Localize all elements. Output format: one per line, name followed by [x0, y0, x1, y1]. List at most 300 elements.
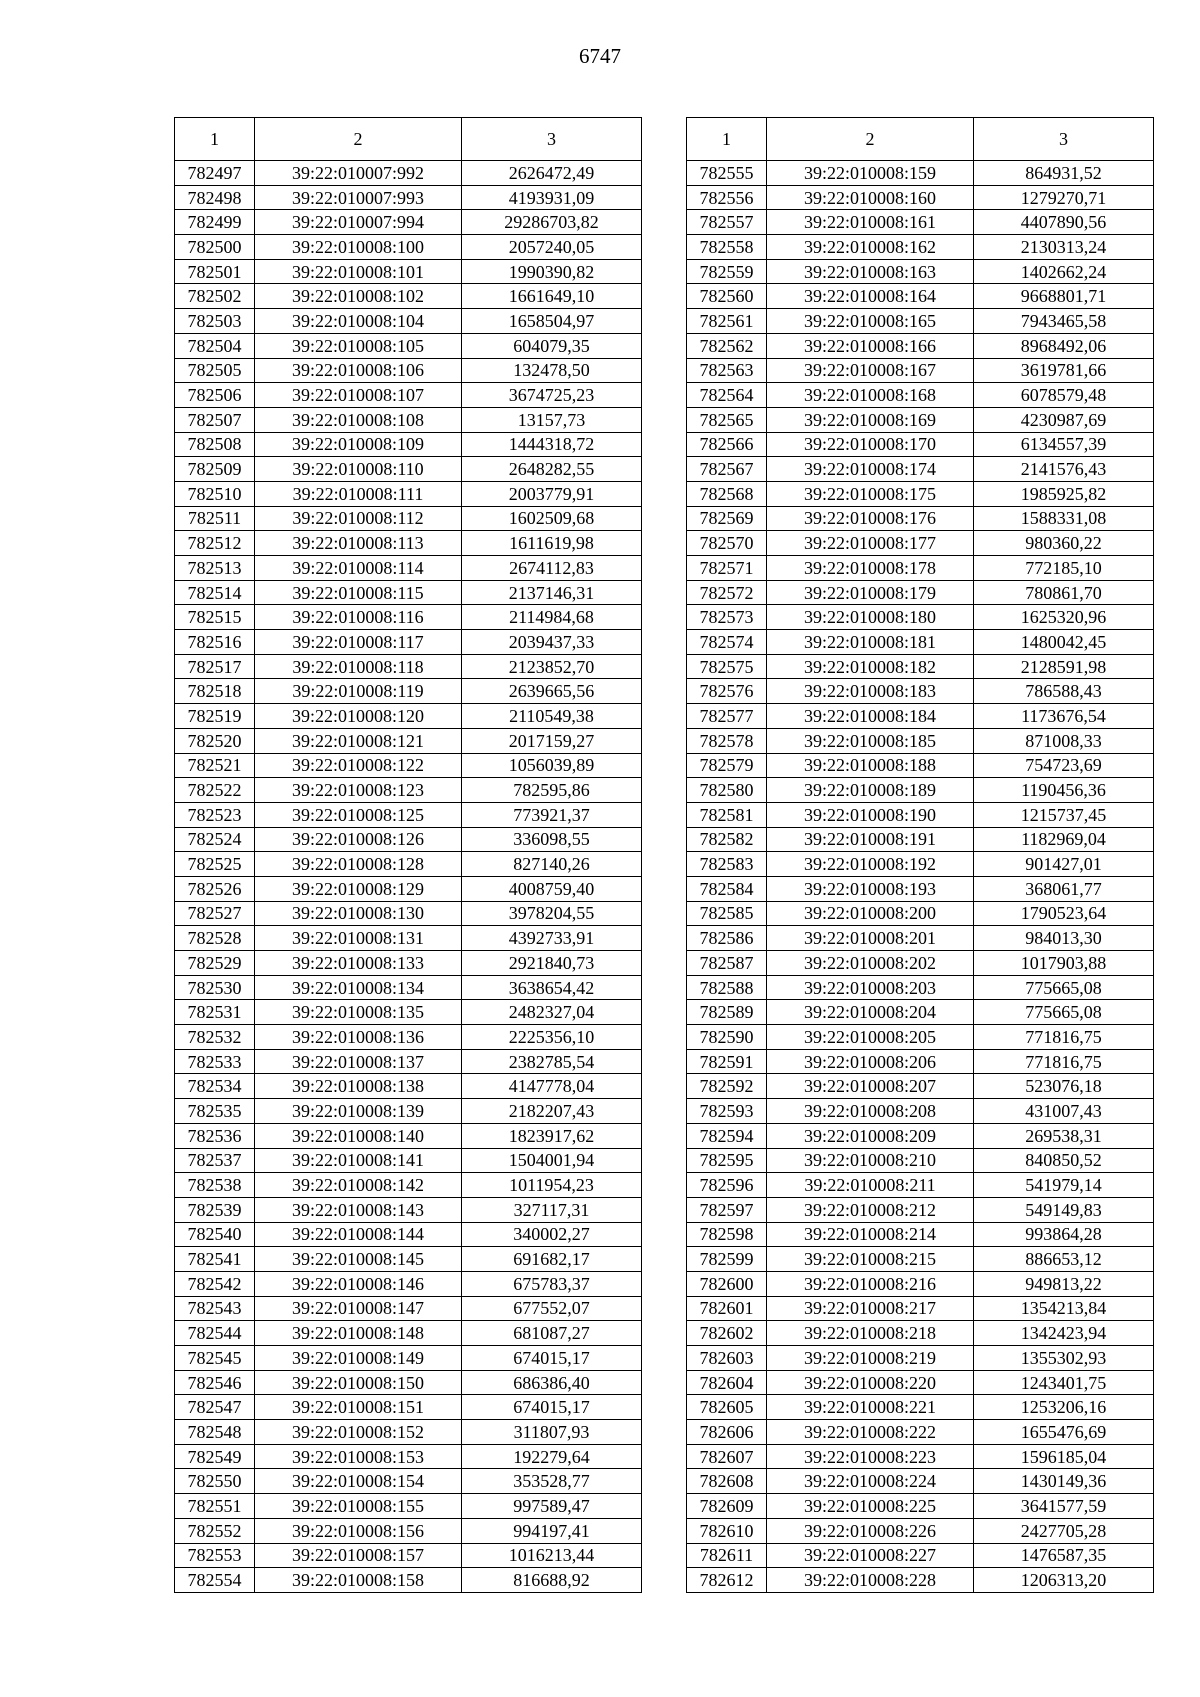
value-cell: 1342423,94 [974, 1321, 1154, 1346]
value-cell: 2017159,27 [462, 728, 642, 753]
cadastral-number-cell: 39:22:010008:100 [255, 235, 462, 260]
table-header-row [175, 118, 642, 161]
row-number-cell: 782541 [175, 1247, 255, 1272]
row-number-cell: 782527 [175, 901, 255, 926]
cadastral-number-cell: 39:22:010008:182 [767, 654, 974, 679]
cadastral-number-cell: 39:22:010008:157 [255, 1543, 462, 1568]
table-row [175, 531, 642, 556]
row-number-cell: 782561 [687, 309, 767, 334]
row-number-cell: 782557 [687, 210, 767, 235]
cadastral-number-cell: 39:22:010008:162 [767, 235, 974, 260]
cadastral-number-cell: 39:22:010008:222 [767, 1420, 974, 1445]
row-number-cell: 782528 [175, 926, 255, 951]
row-number-cell: 782538 [175, 1173, 255, 1198]
table-row [687, 259, 1154, 284]
row-number-cell: 782559 [687, 259, 767, 284]
cadastral-number-cell: 39:22:010008:212 [767, 1197, 974, 1222]
value-cell: 1253206,16 [974, 1395, 1154, 1420]
cadastral-number-cell: 39:22:010008:193 [767, 876, 974, 901]
cadastral-number-cell: 39:22:010008:113 [255, 531, 462, 556]
value-cell: 775665,08 [974, 1000, 1154, 1025]
value-cell: 4407890,56 [974, 210, 1154, 235]
table-row [175, 259, 642, 284]
cadastral-number-cell: 39:22:010008:204 [767, 1000, 974, 1025]
row-number-cell: 782530 [175, 975, 255, 1000]
cadastral-number-cell: 39:22:010007:993 [255, 185, 462, 210]
row-number-cell: 782579 [687, 753, 767, 778]
cadastral-number-cell: 39:22:010008:115 [255, 580, 462, 605]
cadastral-number-cell: 39:22:010008:226 [767, 1518, 974, 1543]
row-number-cell: 782608 [687, 1469, 767, 1494]
value-cell: 1182969,04 [974, 827, 1154, 852]
table-row [175, 161, 642, 186]
value-cell: 674015,17 [462, 1346, 642, 1371]
table-row [175, 1346, 642, 1371]
table-row [687, 827, 1154, 852]
value-cell: 2427705,28 [974, 1518, 1154, 1543]
table-row [175, 852, 642, 877]
cadastral-number-cell: 39:22:010008:110 [255, 457, 462, 482]
value-cell: 994197,41 [462, 1518, 642, 1543]
row-number-cell: 782612 [687, 1568, 767, 1593]
table-row [687, 1444, 1154, 1469]
value-cell: 864931,52 [974, 161, 1154, 186]
row-number-cell: 782596 [687, 1173, 767, 1198]
table-row [175, 901, 642, 926]
row-number-cell: 782507 [175, 407, 255, 432]
cadastral-number-cell: 39:22:010008:203 [767, 975, 974, 1000]
value-cell: 1016213,44 [462, 1543, 642, 1568]
value-cell: 4147778,04 [462, 1074, 642, 1099]
row-number-cell: 782500 [175, 235, 255, 260]
table-row [175, 1469, 642, 1494]
row-number-cell: 782514 [175, 580, 255, 605]
table-row [687, 235, 1154, 260]
row-number-cell: 782549 [175, 1444, 255, 1469]
row-number-cell: 782600 [687, 1271, 767, 1296]
row-number-cell: 782592 [687, 1074, 767, 1099]
value-cell: 1480042,45 [974, 630, 1154, 655]
cadastral-number-cell: 39:22:010008:211 [767, 1173, 974, 1198]
row-number-cell: 782602 [687, 1321, 767, 1346]
table-row [175, 1123, 642, 1148]
cadastral-number-cell: 39:22:010008:161 [767, 210, 974, 235]
row-number-cell: 782589 [687, 1000, 767, 1025]
value-cell: 993864,28 [974, 1222, 1154, 1247]
table-row [687, 1123, 1154, 1148]
table-body [175, 161, 642, 1593]
cadastral-number-cell: 39:22:010008:141 [255, 1148, 462, 1173]
value-cell: 2182207,43 [462, 1099, 642, 1124]
cadastral-number-cell: 39:22:010008:133 [255, 951, 462, 976]
table-row [687, 1494, 1154, 1519]
table-row [175, 753, 642, 778]
value-cell: 949813,22 [974, 1271, 1154, 1296]
table-row [687, 1222, 1154, 1247]
value-cell: 1402662,24 [974, 259, 1154, 284]
cadastral-number-cell: 39:22:010008:223 [767, 1444, 974, 1469]
value-cell: 4392733,91 [462, 926, 642, 951]
row-number-cell: 782570 [687, 531, 767, 556]
cadastral-number-cell: 39:22:010008:208 [767, 1099, 974, 1124]
table-row [687, 704, 1154, 729]
table-row [175, 1370, 642, 1395]
table-row [175, 778, 642, 803]
row-number-cell: 782498 [175, 185, 255, 210]
row-number-cell: 782499 [175, 210, 255, 235]
table-row [175, 1543, 642, 1568]
row-number-cell: 782594 [687, 1123, 767, 1148]
cadastral-number-cell: 39:22:010008:183 [767, 679, 974, 704]
value-cell: 675783,37 [462, 1271, 642, 1296]
row-number-cell: 782611 [687, 1543, 767, 1568]
value-cell: 886653,12 [974, 1247, 1154, 1272]
value-cell: 2057240,05 [462, 235, 642, 260]
cadastral-number-cell: 39:22:010008:156 [255, 1518, 462, 1543]
row-number-cell: 782510 [175, 481, 255, 506]
table-row [175, 580, 642, 605]
value-cell: 4008759,40 [462, 876, 642, 901]
row-number-cell: 782517 [175, 654, 255, 679]
cadastral-number-cell: 39:22:010008:190 [767, 802, 974, 827]
cadastral-number-cell: 39:22:010008:116 [255, 605, 462, 630]
cadastral-number-cell: 39:22:010008:210 [767, 1148, 974, 1173]
row-number-cell: 782532 [175, 1025, 255, 1050]
row-number-cell: 782604 [687, 1370, 767, 1395]
cadastral-number-cell: 39:22:010008:175 [767, 481, 974, 506]
cadastral-number-cell: 39:22:010008:206 [767, 1049, 974, 1074]
value-cell: 772185,10 [974, 556, 1154, 581]
value-cell: 816688,92 [462, 1568, 642, 1593]
cadastral-number-cell: 39:22:010008:111 [255, 481, 462, 506]
value-cell: 1661649,10 [462, 284, 642, 309]
table-row [175, 975, 642, 1000]
cadastral-number-cell: 39:22:010008:101 [255, 259, 462, 284]
table-row [687, 1173, 1154, 1198]
cadastral-number-cell: 39:22:010008:169 [767, 407, 974, 432]
row-number-cell: 782597 [687, 1197, 767, 1222]
cadastral-number-cell: 39:22:010008:139 [255, 1099, 462, 1124]
cadastral-number-cell: 39:22:010008:126 [255, 827, 462, 852]
cadastral-number-cell: 39:22:010008:114 [255, 556, 462, 581]
value-cell: 311807,93 [462, 1420, 642, 1445]
table-row [687, 1518, 1154, 1543]
column-header-3: 3 [462, 118, 642, 161]
table-row [687, 975, 1154, 1000]
row-number-cell: 782556 [687, 185, 767, 210]
table-row [175, 432, 642, 457]
row-number-cell: 782531 [175, 1000, 255, 1025]
cadastral-number-cell: 39:22:010008:216 [767, 1271, 974, 1296]
value-cell: 1444318,72 [462, 432, 642, 457]
value-cell: 984013,30 [974, 926, 1154, 951]
cadastral-number-cell: 39:22:010008:177 [767, 531, 974, 556]
value-cell: 336098,55 [462, 827, 642, 852]
cadastral-number-cell: 39:22:010008:218 [767, 1321, 974, 1346]
row-number-cell: 782544 [175, 1321, 255, 1346]
table-row [687, 309, 1154, 334]
row-number-cell: 782601 [687, 1296, 767, 1321]
column-header-2: 2 [767, 118, 974, 161]
value-cell: 901427,01 [974, 852, 1154, 877]
value-cell: 1602509,68 [462, 506, 642, 531]
row-number-cell: 782599 [687, 1247, 767, 1272]
cadastral-number-cell: 39:22:010008:155 [255, 1494, 462, 1519]
cadastral-number-cell: 39:22:010008:138 [255, 1074, 462, 1099]
cadastral-number-cell: 39:22:010008:137 [255, 1049, 462, 1074]
row-number-cell: 782537 [175, 1148, 255, 1173]
row-number-cell: 782569 [687, 506, 767, 531]
cadastral-number-cell: 39:22:010008:224 [767, 1469, 974, 1494]
table-row [687, 580, 1154, 605]
value-cell: 1588331,08 [974, 506, 1154, 531]
value-cell: 3674725,23 [462, 383, 642, 408]
row-number-cell: 782521 [175, 753, 255, 778]
value-cell: 681087,27 [462, 1321, 642, 1346]
row-number-cell: 782520 [175, 728, 255, 753]
value-cell: 1823917,62 [462, 1123, 642, 1148]
row-number-cell: 782555 [687, 161, 767, 186]
row-number-cell: 782583 [687, 852, 767, 877]
row-number-cell: 782508 [175, 432, 255, 457]
cadastral-number-cell: 39:22:010008:228 [767, 1568, 974, 1593]
table-row [687, 852, 1154, 877]
value-cell: 4230987,69 [974, 407, 1154, 432]
cadastral-number-cell: 39:22:010008:147 [255, 1296, 462, 1321]
value-cell: 1476587,35 [974, 1543, 1154, 1568]
row-number-cell: 782564 [687, 383, 767, 408]
row-number-cell: 782598 [687, 1222, 767, 1247]
cadastral-number-cell: 39:22:010008:143 [255, 1197, 462, 1222]
table-body [687, 161, 1154, 1593]
row-number-cell: 782539 [175, 1197, 255, 1222]
table-row [175, 333, 642, 358]
row-number-cell: 782550 [175, 1469, 255, 1494]
page-number: 6747 [579, 44, 621, 68]
value-cell: 6078579,48 [974, 383, 1154, 408]
table-row [175, 284, 642, 309]
cadastral-number-cell: 39:22:010008:160 [767, 185, 974, 210]
table-row [175, 1321, 642, 1346]
value-cell: 1011954,23 [462, 1173, 642, 1198]
cadastral-number-cell: 39:22:010008:122 [255, 753, 462, 778]
row-number-cell: 782610 [687, 1518, 767, 1543]
value-cell: 541979,14 [974, 1173, 1154, 1198]
row-number-cell: 782568 [687, 481, 767, 506]
cadastral-number-cell: 39:22:010008:168 [767, 383, 974, 408]
value-cell: 3638654,42 [462, 975, 642, 1000]
cadastral-number-cell: 39:22:010008:205 [767, 1025, 974, 1050]
row-number-cell: 782542 [175, 1271, 255, 1296]
table-row [175, 1025, 642, 1050]
table-row [175, 457, 642, 482]
value-cell: 2130313,24 [974, 235, 1154, 260]
table-row [687, 778, 1154, 803]
row-number-cell: 782526 [175, 876, 255, 901]
value-cell: 1355302,93 [974, 1346, 1154, 1371]
row-number-cell: 782565 [687, 407, 767, 432]
table-row [687, 1148, 1154, 1173]
table-row [175, 951, 642, 976]
value-cell: 132478,50 [462, 358, 642, 383]
cadastral-number-cell: 39:22:010007:994 [255, 210, 462, 235]
row-number-cell: 782590 [687, 1025, 767, 1050]
table-row [687, 210, 1154, 235]
cadastral-number-cell: 39:22:010008:188 [767, 753, 974, 778]
value-cell: 1985925,82 [974, 481, 1154, 506]
row-number-cell: 782560 [687, 284, 767, 309]
table-row [175, 1271, 642, 1296]
cadastral-number-cell: 39:22:010008:112 [255, 506, 462, 531]
table-row [175, 1444, 642, 1469]
row-number-cell: 782505 [175, 358, 255, 383]
table-row [175, 630, 642, 655]
cadastral-number-cell: 39:22:010007:992 [255, 161, 462, 186]
table-row [687, 506, 1154, 531]
table-row [175, 1568, 642, 1593]
value-cell: 1206313,20 [974, 1568, 1154, 1593]
value-cell: 1215737,45 [974, 802, 1154, 827]
value-cell: 2123852,70 [462, 654, 642, 679]
cadastral-number-cell: 39:22:010008:227 [767, 1543, 974, 1568]
table-row [175, 1247, 642, 1272]
row-number-cell: 782511 [175, 506, 255, 531]
value-cell: 871008,33 [974, 728, 1154, 753]
table-row [687, 1370, 1154, 1395]
value-cell: 691682,17 [462, 1247, 642, 1272]
cadastral-number-cell: 39:22:010008:135 [255, 1000, 462, 1025]
table-row [687, 753, 1154, 778]
table-row [175, 1222, 642, 1247]
row-number-cell: 782497 [175, 161, 255, 186]
row-number-cell: 782558 [687, 235, 767, 260]
table-row [175, 383, 642, 408]
table-row [687, 1321, 1154, 1346]
value-cell: 2482327,04 [462, 1000, 642, 1025]
column-header-1: 1 [175, 118, 255, 161]
row-number-cell: 782586 [687, 926, 767, 951]
table-row [687, 605, 1154, 630]
table-row [687, 926, 1154, 951]
table-row [687, 1000, 1154, 1025]
table-row [175, 358, 642, 383]
cadastral-number-cell: 39:22:010008:121 [255, 728, 462, 753]
value-cell: 327117,31 [462, 1197, 642, 1222]
cadastral-number-cell: 39:22:010008:207 [767, 1074, 974, 1099]
table-row [175, 506, 642, 531]
value-cell: 997589,47 [462, 1494, 642, 1519]
row-number-cell: 782593 [687, 1099, 767, 1124]
value-cell: 2921840,73 [462, 951, 642, 976]
row-number-cell: 782573 [687, 605, 767, 630]
value-cell: 1190456,36 [974, 778, 1154, 803]
cadastral-number-cell: 39:22:010008:221 [767, 1395, 974, 1420]
cadastral-number-cell: 39:22:010008:104 [255, 309, 462, 334]
value-cell: 775665,08 [974, 975, 1154, 1000]
cadastral-number-cell: 39:22:010008:149 [255, 1346, 462, 1371]
cadastral-number-cell: 39:22:010008:109 [255, 432, 462, 457]
row-number-cell: 782545 [175, 1346, 255, 1371]
column-header-1: 1 [687, 118, 767, 161]
value-cell: 1173676,54 [974, 704, 1154, 729]
cadastral-number-cell: 39:22:010008:123 [255, 778, 462, 803]
cadastral-number-cell: 39:22:010008:164 [767, 284, 974, 309]
value-cell: 340002,27 [462, 1222, 642, 1247]
row-number-cell: 782595 [687, 1148, 767, 1173]
value-cell: 549149,83 [974, 1197, 1154, 1222]
value-cell: 773921,37 [462, 802, 642, 827]
table-row [175, 1395, 642, 1420]
table-row [175, 1518, 642, 1543]
cadastral-number-cell: 39:22:010008:166 [767, 333, 974, 358]
value-cell: 1017903,88 [974, 951, 1154, 976]
row-number-cell: 782535 [175, 1099, 255, 1124]
table-row [175, 1000, 642, 1025]
table-row [175, 704, 642, 729]
cadastral-number-cell: 39:22:010008:165 [767, 309, 974, 334]
row-number-cell: 782554 [175, 1568, 255, 1593]
cadastral-number-cell: 39:22:010008:142 [255, 1173, 462, 1198]
table-row [175, 728, 642, 753]
row-number-cell: 782534 [175, 1074, 255, 1099]
row-number-cell: 782536 [175, 1123, 255, 1148]
cadastral-number-cell: 39:22:010008:151 [255, 1395, 462, 1420]
cadastral-number-cell: 39:22:010008:106 [255, 358, 462, 383]
row-number-cell: 782588 [687, 975, 767, 1000]
row-number-cell: 782575 [687, 654, 767, 679]
table-row [687, 432, 1154, 457]
table-row [175, 1049, 642, 1074]
table-row [687, 951, 1154, 976]
table-row [687, 630, 1154, 655]
cadastral-number-cell: 39:22:010008:159 [767, 161, 974, 186]
value-cell: 1056039,89 [462, 753, 642, 778]
table-row [175, 407, 642, 432]
table-row [175, 1148, 642, 1173]
cadastral-number-cell: 39:22:010008:189 [767, 778, 974, 803]
table-row [687, 333, 1154, 358]
table-row [687, 407, 1154, 432]
row-number-cell: 782518 [175, 679, 255, 704]
cadastral-number-cell: 39:22:010008:174 [767, 457, 974, 482]
table-row [687, 654, 1154, 679]
table-row [687, 1099, 1154, 1124]
value-cell: 353528,77 [462, 1469, 642, 1494]
table-row [175, 481, 642, 506]
table-row [687, 185, 1154, 210]
cadastral-number-cell: 39:22:010008:120 [255, 704, 462, 729]
cadastral-number-cell: 39:22:010008:191 [767, 827, 974, 852]
value-cell: 269538,31 [974, 1123, 1154, 1148]
table-row [175, 926, 642, 951]
table-row [175, 1296, 642, 1321]
row-number-cell: 782571 [687, 556, 767, 581]
row-number-cell: 782584 [687, 876, 767, 901]
table-row [687, 1247, 1154, 1272]
table-row [175, 556, 642, 581]
cadastral-number-cell: 39:22:010008:202 [767, 951, 974, 976]
value-cell: 827140,26 [462, 852, 642, 877]
value-cell: 1611619,98 [462, 531, 642, 556]
row-number-cell: 782585 [687, 901, 767, 926]
value-cell: 686386,40 [462, 1370, 642, 1395]
table-row [175, 1197, 642, 1222]
cadastral-number-cell: 39:22:010008:219 [767, 1346, 974, 1371]
row-number-cell: 782605 [687, 1395, 767, 1420]
value-cell: 604079,35 [462, 333, 642, 358]
table-row [687, 556, 1154, 581]
value-cell: 2039437,33 [462, 630, 642, 655]
